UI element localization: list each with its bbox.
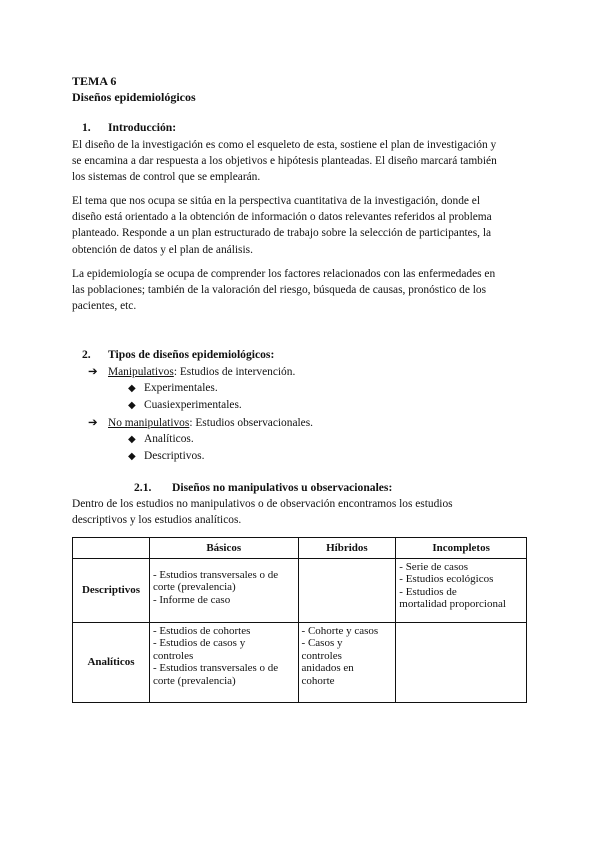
table-row <box>73 623 527 703</box>
sub-item-label: Experimentales. <box>144 382 218 394</box>
sub-item <box>128 397 242 413</box>
text-line: diseño está orientado a la obtención de información o datos relevantes referidos al problema <box>72 211 492 224</box>
diamond-icon: ◆ <box>128 434 136 445</box>
intro-paragraph-2 <box>72 193 534 258</box>
intro-paragraph-1 <box>72 137 534 186</box>
cell-line: controles <box>152 649 194 662</box>
cell-line: - Casos y <box>301 637 343 650</box>
diamond-icon: ◆ <box>128 400 136 411</box>
list-item-manipulativos <box>88 364 295 380</box>
cell-line: - Informe de caso <box>152 593 231 606</box>
document-title <box>72 73 196 105</box>
cell-line: - Estudios ecológicos <box>399 573 494 586</box>
arrow-icon: ➔ <box>88 417 98 429</box>
text-line: se encamina a dar respuesta a los objetivos e hipótesis planteadas. El diseño marcará también <box>72 155 497 168</box>
section-2-1-paragraph <box>72 496 534 528</box>
section-1-heading: Introducción: <box>108 121 177 134</box>
section-2-number: 2. <box>82 348 91 361</box>
list-item-no-manipulativos <box>88 415 313 431</box>
text-line: obtención de datos y el plan de análisis. <box>72 243 253 256</box>
header-cell-basicos: Básicos <box>149 538 298 559</box>
row-label-descriptivos: Descriptivos <box>73 559 150 623</box>
cell-line: corte (prevalencia) <box>152 581 236 594</box>
text-line: los sistemas de control que se emplearán. <box>72 171 261 184</box>
cell-line: mortalidad proporcional <box>399 598 506 611</box>
item-description: : Estudios de intervención. <box>173 366 296 378</box>
sub-item <box>128 431 194 447</box>
cell-line: controles <box>301 649 342 662</box>
table-header-row <box>73 538 527 559</box>
row-label-analiticos: Analíticos <box>73 623 150 703</box>
cell-line: anidados en <box>301 662 354 675</box>
cell-line: - Estudios de casos y <box>152 637 246 650</box>
cell-line: - Estudios de <box>399 585 457 598</box>
text-line: Dentro de los estudios no manipulativos o de observación encontramos los estudios <box>72 498 453 510</box>
text-line: El tema que nos ocupa se sitúa en la perspectiva cuantitativa de la investigación, donde el <box>72 195 481 207</box>
cell-hibridos-empty <box>298 559 396 623</box>
sub-item-label: Analíticos. <box>144 433 194 445</box>
section-2-1-number: 2.1. <box>134 481 152 494</box>
cell-basicos <box>149 559 298 623</box>
section-2-heading: Tipos de diseños epidemiológicos: <box>108 348 275 361</box>
header-cell-incompletos: Incompletos <box>396 538 527 559</box>
cell-line: - Estudios de cohortes <box>152 625 251 637</box>
section-2-1-heading: Diseños no manipulativos u observacionales: <box>172 481 393 494</box>
cell-hibridos <box>298 623 396 703</box>
cell-incompletos-empty <box>396 623 527 703</box>
diamond-icon: ◆ <box>128 451 136 462</box>
cell-line: corte (prevalencia) <box>152 674 236 687</box>
header-cell-empty <box>73 538 150 559</box>
text-line: La epidemiología se ocupa de comprender los factores relacionados con las enfermedades en <box>72 268 496 280</box>
title-line-2: Diseños epidemiológicos <box>72 90 196 104</box>
table-row <box>73 559 527 623</box>
cell-line: - Estudios transversales o de <box>152 662 279 675</box>
cell-line: cohorte <box>301 674 335 687</box>
title-line-1: TEMA 6 <box>72 74 117 88</box>
text-line: pacientes, etc. <box>72 300 137 313</box>
section-1-number: 1. <box>82 121 91 134</box>
sub-item <box>128 448 204 464</box>
sub-item-label: Descriptivos. <box>144 450 205 462</box>
text-line: planteado. Responde a un plan estructurado de trabajo sobre la selección de participantes, la <box>72 227 492 240</box>
text-line: El diseño de la investigación es como el esqueleto de esta, sostiene el plan de investigación y <box>72 139 497 151</box>
cell-line: - Serie de casos <box>399 561 469 573</box>
cell-basicos <box>149 623 298 703</box>
diamond-icon: ◆ <box>128 383 136 394</box>
item-label: No manipulativos <box>108 417 190 429</box>
item-label: Manipulativos <box>108 366 174 378</box>
cell-line: - Cohorte y casos <box>301 625 379 637</box>
cell-incompletos <box>396 559 527 623</box>
sub-item <box>128 380 218 396</box>
item-description: : Estudios observacionales. <box>189 417 314 429</box>
intro-paragraph-3 <box>72 266 534 315</box>
text-line: las poblaciones; también de la valoración del riesgo, búsqueda de causas, pronóstico de los <box>72 284 487 297</box>
text-line: descriptivos y los estudios analíticos. <box>72 514 242 527</box>
cell-line: - Estudios transversales o de <box>152 569 279 581</box>
designs-table <box>72 537 527 703</box>
sub-item-label: Cuasiexperimentales. <box>144 399 242 411</box>
header-cell-hibridos: Híbridos <box>298 538 396 559</box>
arrow-icon: ➔ <box>88 366 98 378</box>
